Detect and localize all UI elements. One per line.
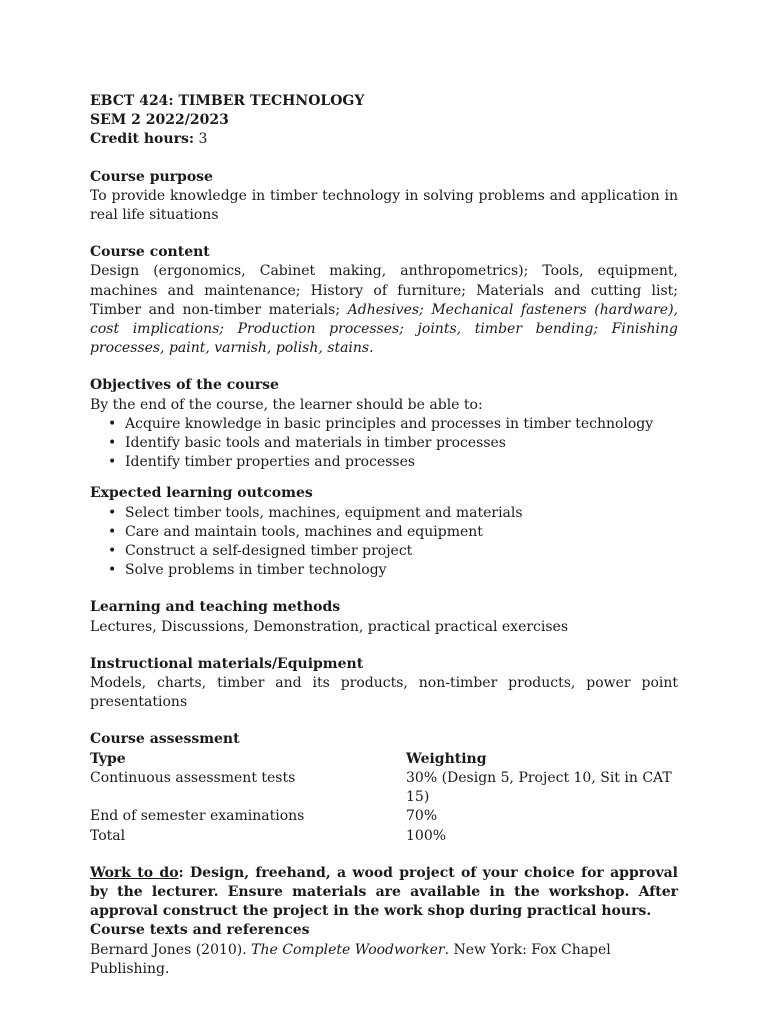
work-to-do-paragraph <box>90 864 678 922</box>
assessment-weight-cell: 70% <box>406 808 438 825</box>
reference-title: The Complete Woodworker <box>251 941 445 958</box>
references-heading: Course texts and references <box>90 922 310 939</box>
list-item: • Construct a self-designed timber project <box>125 542 678 561</box>
objectives-heading: Objectives of the course <box>90 377 279 394</box>
course-content-plain: Design (ergonomics, Cabinet making, anthropometrics); Tools, equipment, machines and maintenance; History of furniture; Materials and cutting list; Timber and non-timber materials; <box>90 263 678 318</box>
methods-heading: Learning and teaching methods <box>90 599 341 616</box>
list-item: • Identify timber properties and processes <box>125 453 678 472</box>
credit-hours <box>90 130 678 149</box>
course-content-italic: Adhesives; Mechanical fasteners (hardware), cost implications; Production processes; joints, timber bending; Finishing processes, paint, varnish, polish, stains. <box>90 301 678 357</box>
assessment-header-row <box>90 750 678 769</box>
work-to-do-colon: : <box>178 864 184 881</box>
table-row <box>90 827 678 846</box>
list-item: • Select timber tools, machines, equipment and materials <box>125 504 678 523</box>
course-content-heading: Course content <box>90 244 210 261</box>
list-item: • Care and maintain tools, machines and equipment <box>125 523 678 542</box>
assessment-heading: Course assessment <box>90 731 240 748</box>
methods-text: Lectures, Discussions, Demonstration, practical practical exercises <box>90 618 569 635</box>
assessment-type-cell: End of semester examinations <box>90 808 305 825</box>
list-item: • Acquire knowledge in basic principles and processes in timber technology <box>125 415 678 434</box>
course-purpose-heading: Course purpose <box>90 168 213 185</box>
assessment-type-cell: Total <box>90 827 126 844</box>
course-content-text <box>90 262 678 358</box>
objectives-intro: By the end of the course, the learner should be able to: <box>90 396 483 413</box>
work-to-do-label: Work to do <box>90 864 179 881</box>
credit-hours-value: 3 <box>194 131 208 148</box>
course-code-title: EBCT 424: TIMBER TECHNOLOGY <box>90 93 365 109</box>
list-item: • Solve problems in timber technology <box>125 561 678 580</box>
assessment-type-cell: Continuous assessment tests <box>90 769 296 786</box>
materials-text-line1: Models, charts, timber and its products, non-timber products, power point <box>90 675 678 692</box>
list-item: • Identify basic tools and materials in timber processes <box>125 434 678 453</box>
outcomes-list <box>90 504 678 581</box>
semester-label: SEM 2 2022/2023 <box>90 112 229 129</box>
table-row <box>90 807 678 826</box>
assessment-weight-cell: 100% <box>406 827 447 844</box>
reference-publisher: . New York: Fox Chapel Publishing. <box>90 941 611 977</box>
assessment-col-weighting: Weighting <box>406 750 487 767</box>
course-purpose-text: To provide knowledge in timber technology in solving problems and application in real life situations <box>90 187 678 224</box>
assessment-weight-cell: 30% (Design 5, Project 10, Sit in CAT 15) <box>406 769 672 806</box>
table-row <box>90 769 678 807</box>
outcomes-heading: Expected learning outcomes <box>90 485 313 502</box>
materials-heading: Instructional materials/Equipment <box>90 655 364 672</box>
objectives-list <box>90 415 678 473</box>
reference-entry <box>90 941 678 979</box>
assessment-col-type: Type <box>90 750 126 767</box>
materials-text-line2: presentations <box>90 694 188 711</box>
reference-author: Bernard Jones (2010). <box>90 941 252 958</box>
credit-hours-label: Credit hours: <box>90 131 194 148</box>
work-to-do-text: Design, freehand, a wood project of your choice for approval by the lecturer. Ensure materials are available in the workshop. After approval construct the project in the work shop during practical hours. <box>90 864 678 920</box>
